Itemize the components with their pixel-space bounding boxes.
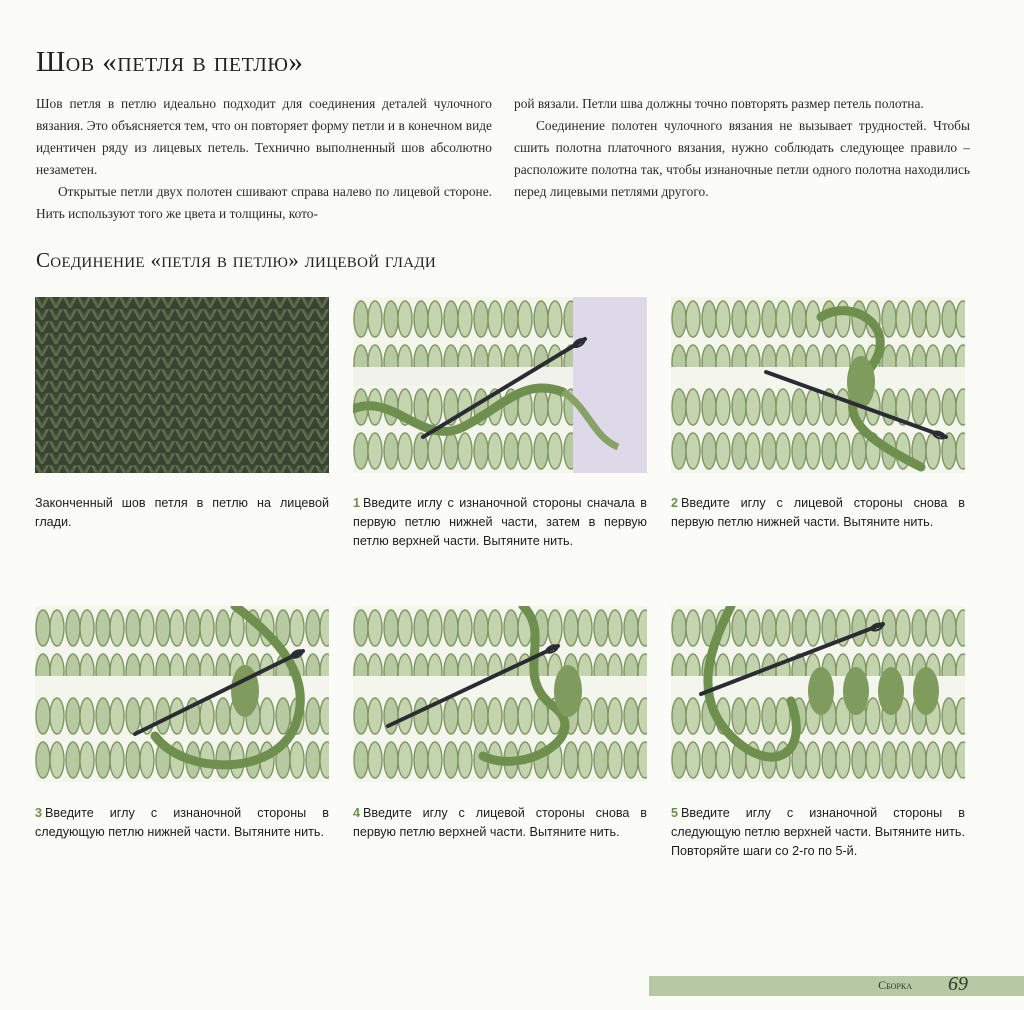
caption-step-3 xyxy=(35,804,329,842)
caption-step-1 xyxy=(353,494,647,551)
intro-column-left xyxy=(36,93,492,225)
caption-text: Введите иглу с лицевой стороны снова в первую петлю нижней части. Вытяните нить. xyxy=(671,496,965,529)
footer-bar xyxy=(649,973,1024,996)
caption-text: Введите иглу с изнаночной стороны в следующую петлю верхней части. Вытяните нить. Повторяйте шаги со 2-го по 5-й. xyxy=(671,806,965,858)
step-4-illustration xyxy=(353,606,647,782)
caption-step-4 xyxy=(353,804,647,842)
intro-paragraph: Шов петля в петлю идеально подходит для соединения деталей чулочного вязания. Это объясняется тем, что он повторяет форму петли и в конечном виде идентичен ряду из лицевых петель. Технично выполненный шов абсолютно незаметен. xyxy=(36,96,492,177)
caption-text: Введите иглу с лицевой стороны снова в первую петлю верхней части. Вытяните нить. xyxy=(353,806,647,839)
caption-text: Введите иглу с изнаночной стороны сначала в первую петлю нижней части, затем в первую петлю верхней части. Вытяните нить. xyxy=(353,496,647,548)
step-3-illustration xyxy=(35,606,329,782)
caption-text: Законченный шов петля в петлю на лицевой глади. xyxy=(35,496,329,529)
step-number: 1 xyxy=(353,496,361,510)
finished-seam-photo xyxy=(35,297,329,473)
step-number: 4 xyxy=(353,806,361,820)
step-1-illustration xyxy=(353,297,647,473)
intro-paragraph: рой вязали. Петли шва должны точно повторять размер петель полотна. xyxy=(514,96,924,111)
step-number: 5 xyxy=(671,806,679,820)
intro-column-right xyxy=(514,93,970,203)
footer-section-label: Сборка xyxy=(878,978,912,992)
step-5-illustration xyxy=(671,606,965,782)
section-title: Соединение «петля в петлю» лицевой глади xyxy=(36,248,437,272)
intro-paragraph: Соединение полотен чулочного вязания не вызывает трудностей. Чтобы сшить полотна платочного вязания, нужно соблюдать следующее правило – расположите полотна так, чтобы изнаночные петли одного полотна находились перед лицевыми петлями другого. xyxy=(514,118,970,199)
intro-paragraph: Открытые петли двух полотен сшивают справа налево по лицевой стороне. Нить используют того же цвета и толщины, кото- xyxy=(36,184,492,221)
caption-text: Введите иглу с изнаночной стороны в следующую петлю нижней части. Вытяните нить. xyxy=(35,806,329,839)
caption-finished xyxy=(35,494,329,532)
page-title: Шов «петля в петлю» xyxy=(36,46,304,78)
step-number: 2 xyxy=(671,496,679,510)
page-number: 69 xyxy=(948,973,968,995)
caption-step-2 xyxy=(671,494,965,532)
step-2-illustration xyxy=(671,297,965,473)
step-number: 3 xyxy=(35,806,43,820)
caption-step-5 xyxy=(671,804,965,861)
